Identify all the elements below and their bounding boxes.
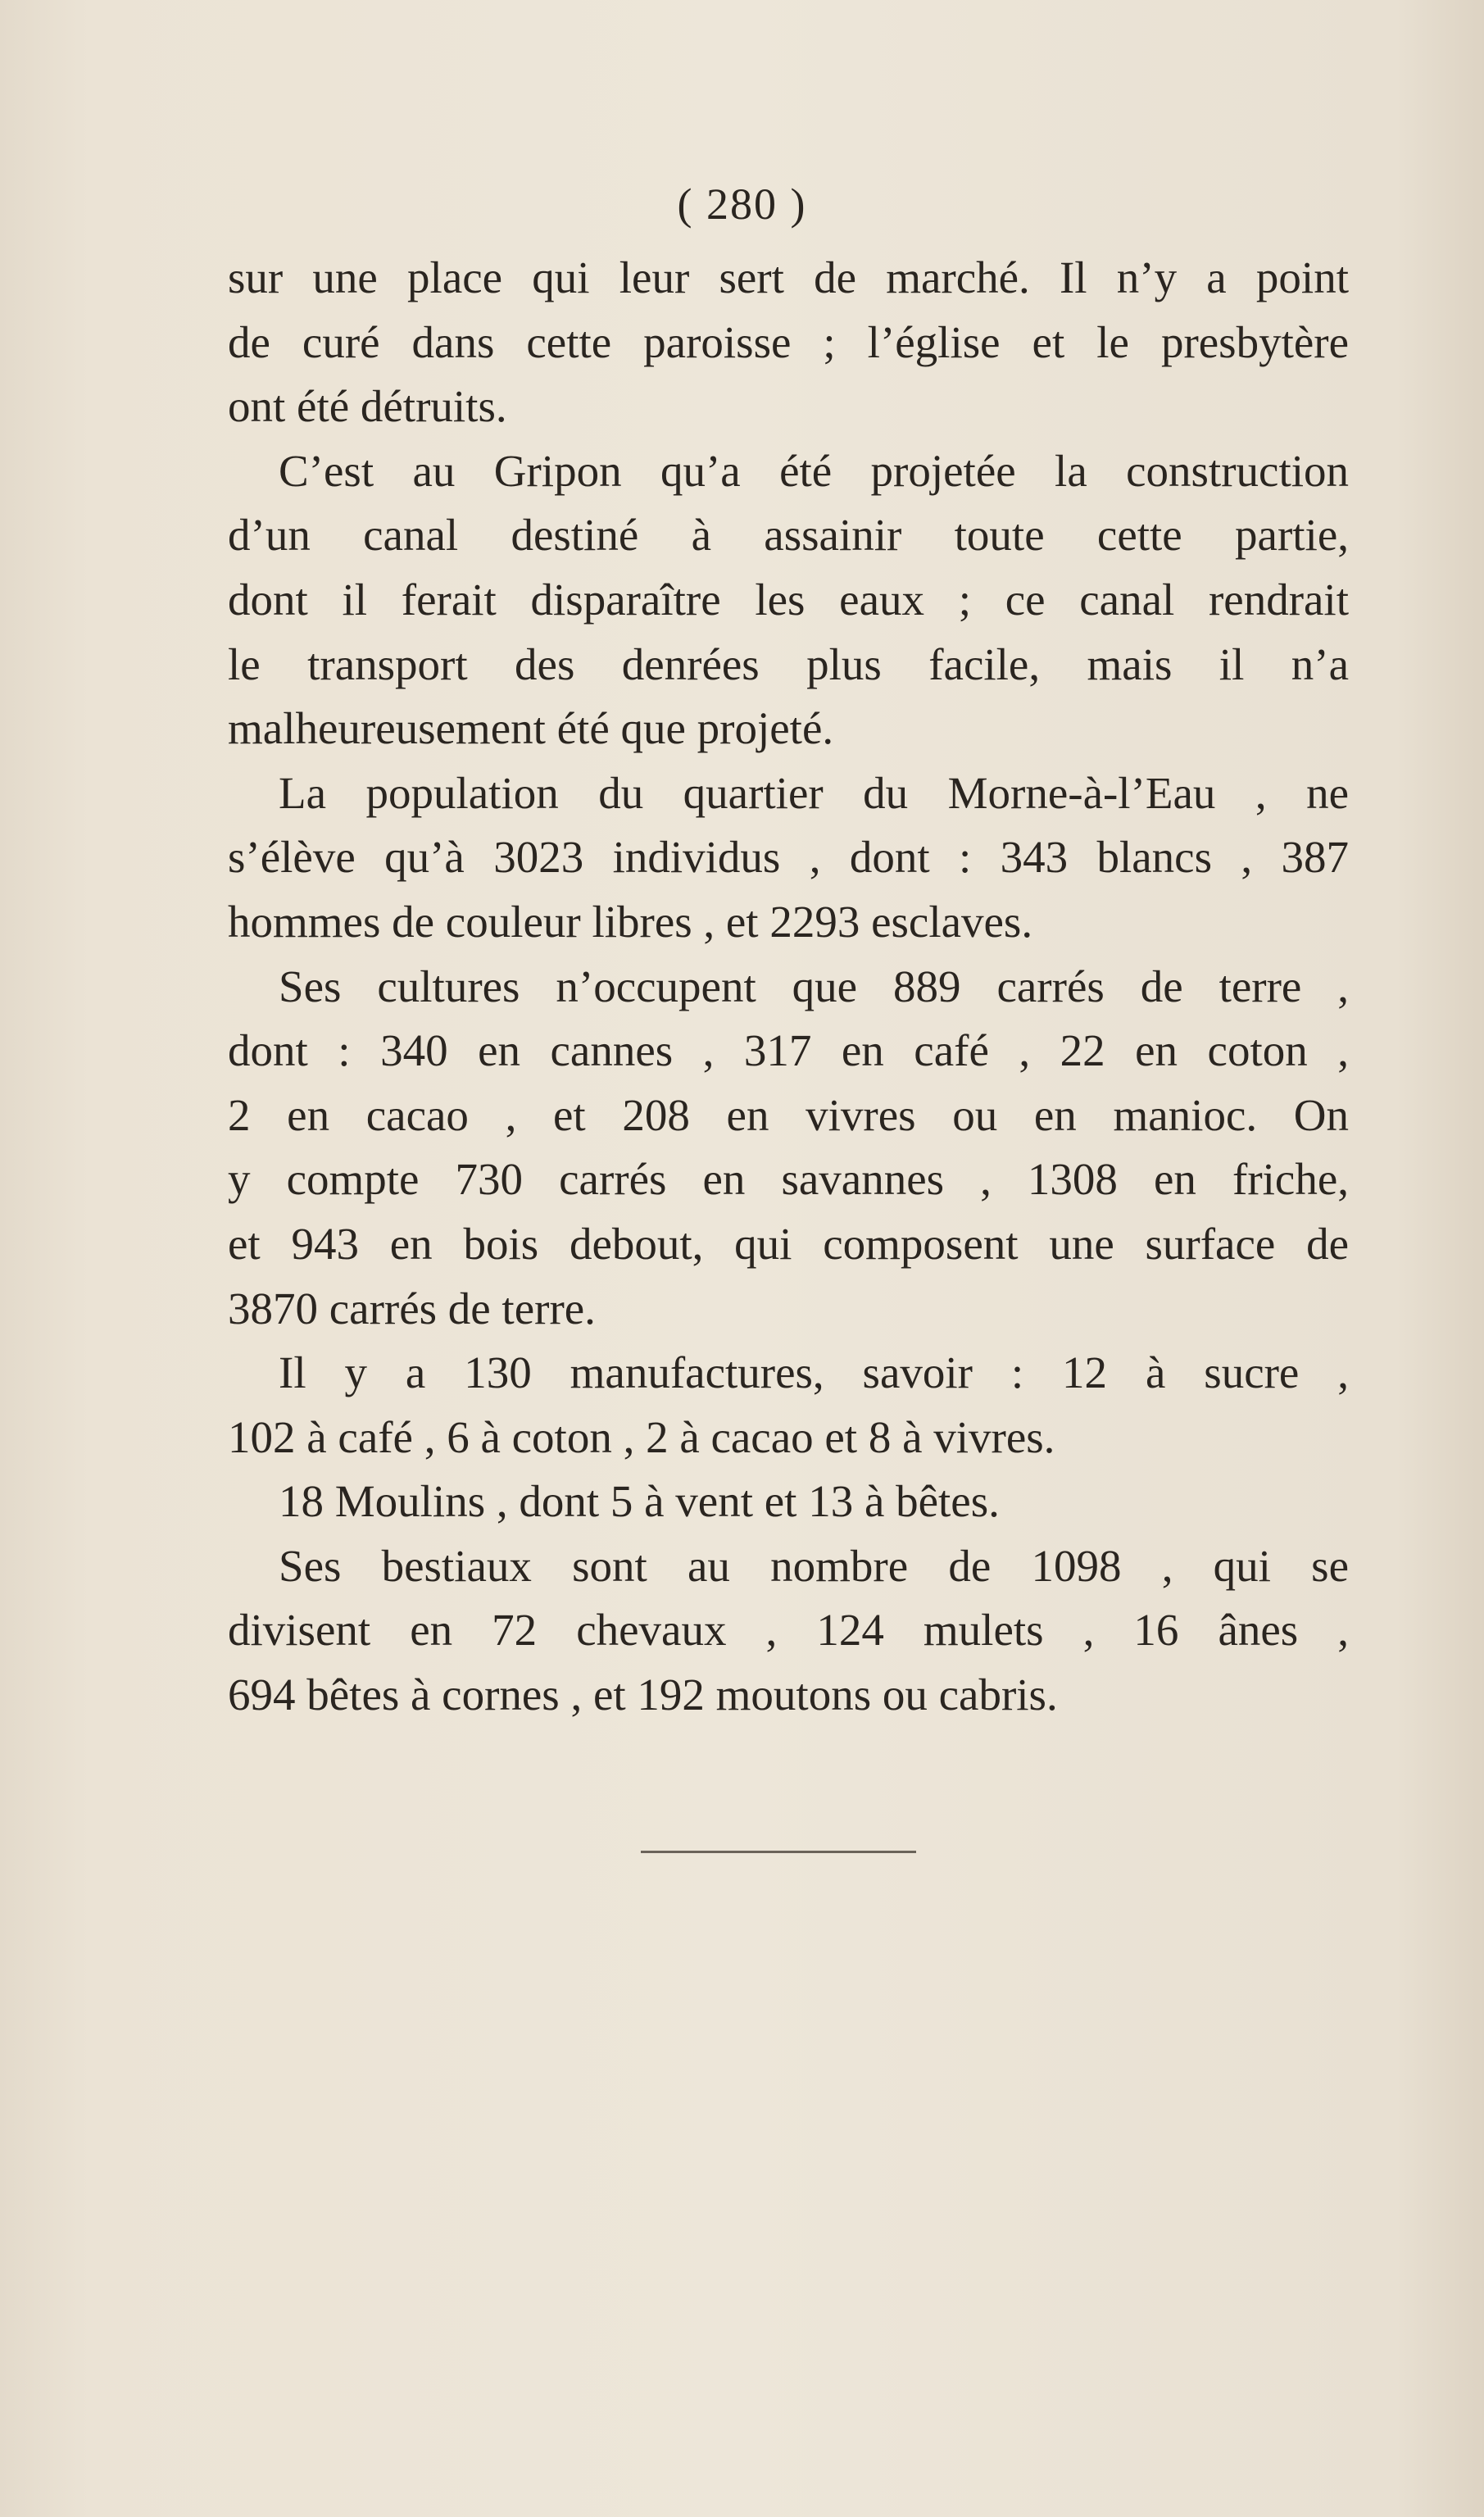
text-line: dont : 340 en cannes , 317 en café , 22 en coton , [228, 1025, 1349, 1076]
text-line: Il y a 130 manufactures, savoir : 12 à sucre , [279, 1347, 1349, 1398]
text-line: divisent en 72 chevaux , 124 mulets , 16 ânes , [228, 1605, 1349, 1656]
text-line: et 943 en bois debout, qui composent une surface de [228, 1218, 1349, 1269]
body-text [228, 246, 1349, 1728]
text-line: 18 Moulins , dont 5 à vent et 13 à bêtes. [279, 1476, 1000, 1527]
text-line: de curé dans cette paroisse ; l’église et le presbytère [228, 316, 1349, 367]
text-line: La population du quartier du Morne-à-l’Eau , ne [279, 767, 1349, 818]
text-line: d’un canal destiné à assainir toute cette partie, [228, 510, 1349, 561]
text-line: 3870 carrés de terre. [228, 1283, 596, 1333]
text-line: Ses cultures n’occupent que 889 carrés de terre , [279, 961, 1349, 1011]
text-line: sur une place qui leur sert de marché. Il n’y a point [228, 252, 1349, 302]
text-line: Ses bestiaux sont au nombre de 1098 , qui se [279, 1540, 1349, 1591]
text-line: 2 en cacao , et 208 en vivres ou en manioc. On [228, 1089, 1349, 1140]
text-line: C’est au Gripon qu’a été projetée la construction [279, 445, 1349, 496]
text-line: le transport des denrées plus facile, mais il n’a [228, 638, 1349, 689]
text-line: y compte 730 carrés en savannes , 1308 en friche, [228, 1154, 1349, 1205]
page-number: ( 280 ) [677, 179, 807, 229]
text-line: dont il ferait disparaître les eaux ; ce canal rendrait [228, 574, 1349, 625]
text-line: s’élève qu’à 3023 individus , dont : 343 blancs , 387 [228, 832, 1349, 883]
text-line: 102 à café , 6 à coton , 2 à cacao et 8 à vivres. [228, 1411, 1055, 1462]
text-line: 694 bêtes à cornes , et 192 moutons ou cabris. [228, 1670, 1058, 1720]
text-line: ont été détruits. [228, 381, 507, 432]
text-line: hommes de couleur libres , et 2293 esclaves. [228, 896, 1033, 947]
text-line: malheureusement été que projeté. [228, 703, 834, 754]
section-divider [641, 1851, 916, 1853]
